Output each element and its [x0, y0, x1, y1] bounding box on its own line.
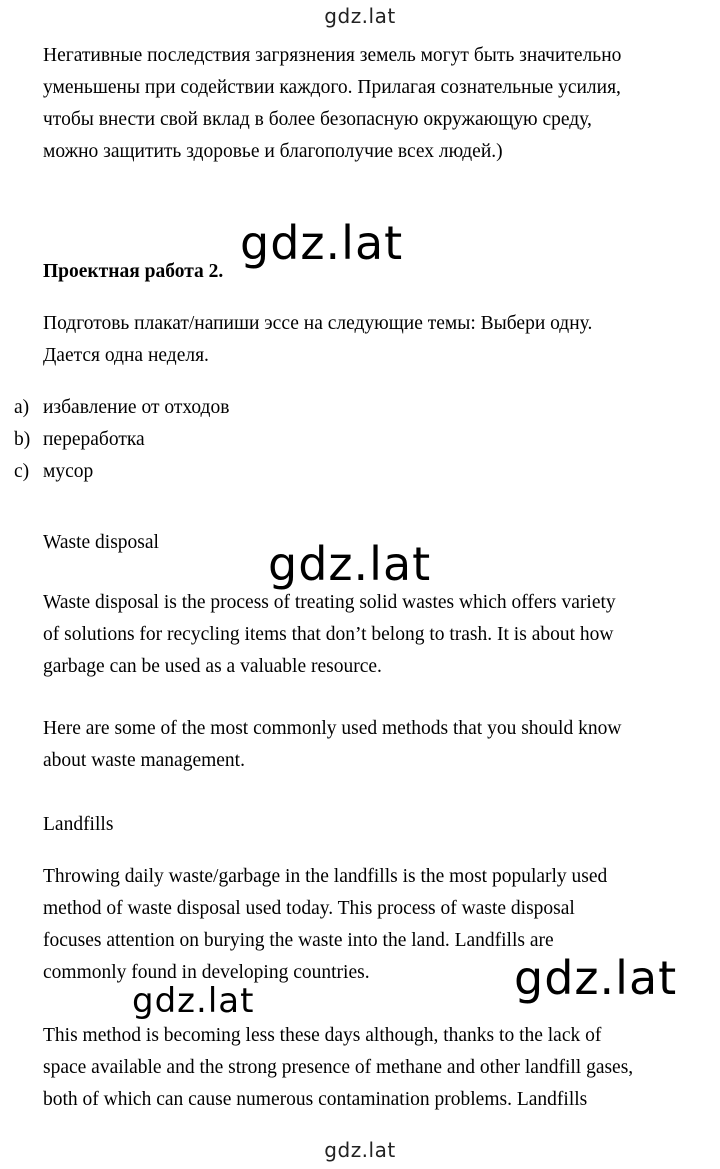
- text-line: Негативные последствия загрязнения земель могут быть значительно: [43, 45, 622, 66]
- header-watermark: gdz.lat: [324, 4, 396, 28]
- essay-paragraph-1: [43, 587, 703, 683]
- footer-watermark: gdz.lat: [324, 1138, 396, 1162]
- essay-title-text: Waste disposal: [43, 532, 159, 553]
- text-line: можно защитить здоровье и благополучие всех людей.): [43, 141, 503, 162]
- section-title: [43, 809, 703, 841]
- text-line: garbage can be used as a valuable resource.: [43, 656, 382, 677]
- intro-paragraph: [43, 40, 703, 168]
- task-paragraph: [43, 308, 703, 372]
- essay-paragraph-2: [43, 713, 703, 777]
- text-line: Here are some of the most commonly used methods that you should know: [43, 718, 622, 739]
- topic-options-list: [14, 392, 229, 488]
- list-item: [14, 456, 229, 488]
- watermark: gdz.lat: [132, 981, 255, 1021]
- text-line: Throwing daily waste/garbage in the landfills is the most popularly used: [43, 866, 608, 887]
- text-line: commonly found in developing countries.: [43, 962, 370, 983]
- text-line: Подготовь плакат/напиши эссе на следующие темы: Выбери одну.: [43, 313, 593, 334]
- text-line: about waste management.: [43, 750, 245, 771]
- text-line: Waste disposal is the process of treating solid wastes which offers variety: [43, 592, 616, 613]
- section-title-text: Landfills: [43, 814, 114, 835]
- text-line: both of which can cause numerous contamination problems. Landfills: [43, 1089, 588, 1110]
- text-line: method of waste disposal used today. This process of waste disposal: [43, 898, 575, 919]
- text-line: space available and the strong presence of methane and other landfill gases,: [43, 1057, 634, 1078]
- text-line: focuses attention on burying the waste into the land. Landfills are: [43, 930, 554, 951]
- text-line: of solutions for recycling items that don’t belong to trash. It is about how: [43, 624, 614, 645]
- list-item: [14, 424, 229, 456]
- watermark: gdz.lat: [240, 216, 404, 270]
- text-line: This method is becoming less these days although, thanks to the lack of: [43, 1025, 602, 1046]
- list-item-text: переработка: [43, 429, 145, 450]
- list-item-text: мусор: [43, 461, 94, 482]
- text-line: уменьшены при содействии каждого. Прилагая сознательные усилия,: [43, 77, 621, 98]
- text-line: чтобы внести свой вклад в более безопасную окружающую среду,: [43, 109, 592, 130]
- landfills-paragraph-2: [43, 1020, 703, 1116]
- project-heading: Проектная работа 2.: [43, 261, 224, 282]
- list-marker: a): [14, 397, 30, 418]
- text-line: Дается одна неделя.: [43, 345, 209, 366]
- watermark: gdz.lat: [268, 537, 432, 591]
- list-item: [14, 392, 229, 424]
- list-marker: c): [14, 461, 30, 482]
- list-marker: b): [14, 429, 31, 450]
- list-item-text: избавление от отходов: [43, 397, 230, 418]
- watermark: gdz.lat: [514, 951, 678, 1005]
